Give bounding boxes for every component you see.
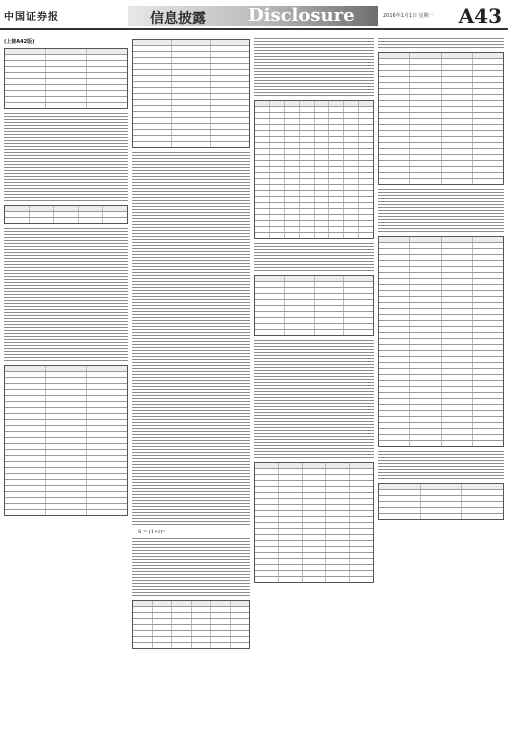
section-banner (128, 6, 378, 26)
text-column-4 (378, 36, 504, 736)
text-column-1 (4, 36, 128, 736)
section-title-cn: 信息披露 (150, 11, 206, 27)
page-number: A43 (458, 4, 502, 28)
data-table (378, 483, 504, 520)
body-text-block (254, 38, 374, 96)
data-table (4, 365, 128, 516)
dateline: 2016年1月1日 星期一 (383, 13, 434, 19)
continuation-note: (上接A42版) (4, 39, 35, 45)
body-text-block (254, 243, 374, 271)
body-text-block (4, 113, 128, 201)
data-table (254, 100, 374, 239)
body-text-block (132, 152, 250, 525)
formula: S = (1+r)ⁿ (138, 529, 165, 535)
body-text-block (254, 340, 374, 458)
text-column-2 (132, 36, 250, 736)
data-table (378, 236, 504, 447)
section-title-en: Disclosure (248, 5, 355, 26)
data-table (254, 462, 374, 583)
data-table (378, 52, 504, 185)
data-table (4, 48, 128, 109)
data-table (4, 205, 128, 224)
body-text-block (378, 189, 504, 232)
page-header (0, 0, 508, 30)
newspaper-masthead: 中国证券报 (4, 12, 59, 23)
body-text-block (132, 538, 250, 596)
text-column-3 (254, 36, 374, 736)
body-text-block (378, 451, 504, 479)
data-table (254, 275, 374, 336)
data-table (132, 39, 250, 148)
body-text-block (378, 38, 504, 48)
data-table (132, 600, 250, 649)
body-text-block (4, 228, 128, 361)
